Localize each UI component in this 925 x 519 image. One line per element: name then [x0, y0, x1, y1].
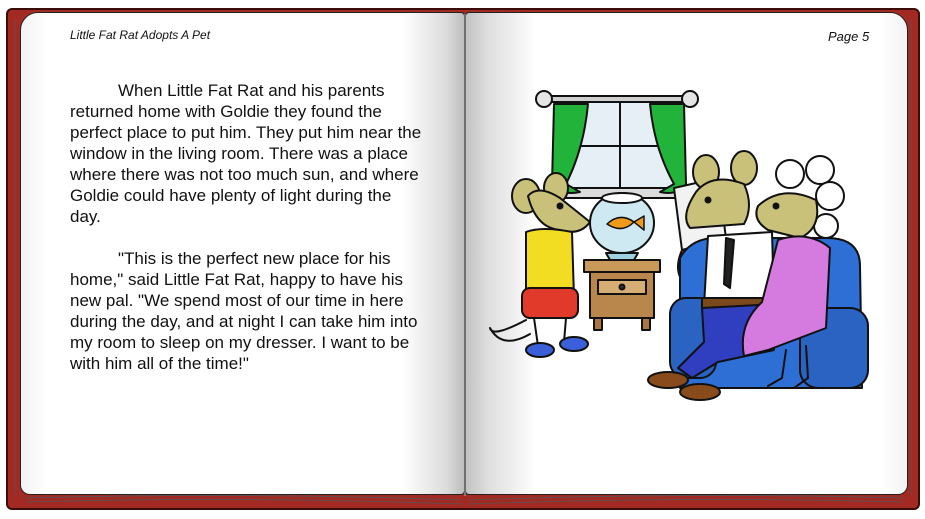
family-living-room-illustration — [482, 88, 882, 408]
book-running-title: Little Fat Rat Adopts A Pet — [70, 28, 211, 42]
story-text — [70, 80, 422, 395]
page-number: Page 5 — [828, 29, 870, 44]
side-table — [584, 260, 660, 330]
story-paragraph: "This is the perfect new place for his home," said Little Fat Rat, happy to have his new pal. "We spend most of our time in here during the day, and at night I can take him into my room to sleep on my dresser. I want to be with him all of the time!" — [70, 249, 418, 373]
goldfish-bowl — [590, 193, 654, 260]
story-paragraph: When Little Fat Rat and his parents returned home with Goldie they found the perfect place to put him. They put him near the window in the living room. There was a place where there was not too much sun, and where Goldie could have plenty of light during the day. — [70, 81, 422, 226]
little-fat-rat — [490, 173, 590, 357]
